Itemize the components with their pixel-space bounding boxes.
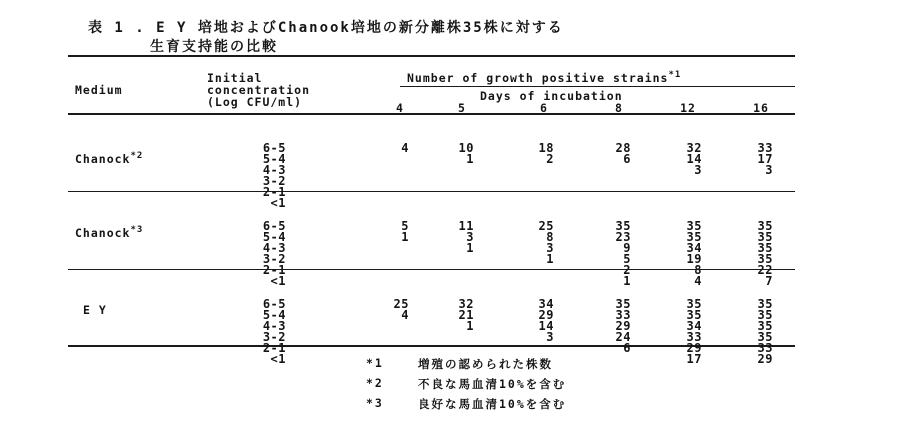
initial-header-3: (Log CFU/ml) bbox=[207, 95, 303, 109]
group3-day16: 35 35 35 35 33 29 bbox=[757, 297, 773, 366]
footnote-3-text: 良好な馬血清10%を含む bbox=[418, 397, 567, 411]
day-col-12: 12 bbox=[680, 101, 696, 115]
group2-medium: Chanock$^{*3}$ bbox=[75, 225, 144, 240]
group1-medium: Chanock$^{*2}$ bbox=[75, 151, 144, 166]
day-col-5: 5 bbox=[458, 101, 466, 115]
initial-header-1: Initial bbox=[207, 71, 263, 85]
day-col-6: 6 bbox=[540, 101, 548, 115]
group1-day6: 18 2 bbox=[538, 141, 554, 166]
group3-day12: 35 35 34 33 29 17 bbox=[686, 297, 702, 366]
group1-day5: 10 1 bbox=[458, 141, 474, 166]
group2-day4: 5 1 bbox=[401, 219, 409, 244]
group3-day8: 35 33 29 24 6 bbox=[615, 297, 631, 355]
group3-day5: 32 21 1 bbox=[458, 297, 474, 333]
footnote-1-text: 増殖の認められた株数 bbox=[418, 357, 553, 371]
group2-day12: 35 35 34 19 8 4 bbox=[686, 219, 702, 288]
positive-header: Number of growth positive strains$^{*1}$ bbox=[407, 70, 682, 85]
top-rule bbox=[68, 55, 795, 57]
table-title-line2: 生育支持能の比較 bbox=[150, 39, 278, 55]
group1-conc: 6-5 5-4 4-3 3-2 2-1 <1 bbox=[262, 141, 286, 210]
group2-day5: 11 3 1 bbox=[458, 219, 474, 255]
group2-day16: 35 35 35 35 22 7 bbox=[757, 219, 773, 288]
footnote-2-text: 不良な馬血清10%を含む bbox=[418, 377, 567, 391]
group2-conc: 6-5 5-4 4-3 3-2 2-1 <1 bbox=[262, 219, 286, 288]
group1-day4: 4 bbox=[401, 141, 409, 155]
day-col-4: 4 bbox=[396, 101, 404, 115]
positive-footnote-mark: *1 bbox=[668, 70, 682, 80]
group1-day12: 32 14 3 bbox=[686, 141, 702, 177]
group3-medium: E Y bbox=[83, 303, 107, 317]
footnote-1-mark: *1 bbox=[366, 356, 384, 370]
footnote-3-mark: *3 bbox=[366, 396, 384, 410]
group2-day6: 25 8 3 1 bbox=[538, 219, 554, 266]
group3-day4: 25 4 bbox=[393, 297, 409, 322]
day-col-8: 8 bbox=[615, 101, 623, 115]
header-sub-rule bbox=[400, 86, 795, 87]
group2-day8: 35 23 9 5 2 1 bbox=[615, 219, 631, 288]
footnote-2-mark: *2 bbox=[366, 376, 384, 390]
medium-header: Medium bbox=[75, 83, 123, 97]
days-header: Days of incubation bbox=[480, 89, 623, 103]
group3-day6: 34 29 14 3 bbox=[538, 297, 554, 344]
group1-day16: 33 17 3 bbox=[757, 141, 773, 177]
group1-day8: 28 6 bbox=[615, 141, 631, 166]
table-title-line1: 表 1 . E Y 培地およびChanook培地の新分離株35株に対する bbox=[88, 20, 564, 36]
initial-header-2: concentration bbox=[207, 83, 311, 97]
day-col-16: 16 bbox=[753, 101, 769, 115]
group3-conc: 6-5 5-4 4-3 3-2 2-1 <1 bbox=[262, 297, 286, 366]
